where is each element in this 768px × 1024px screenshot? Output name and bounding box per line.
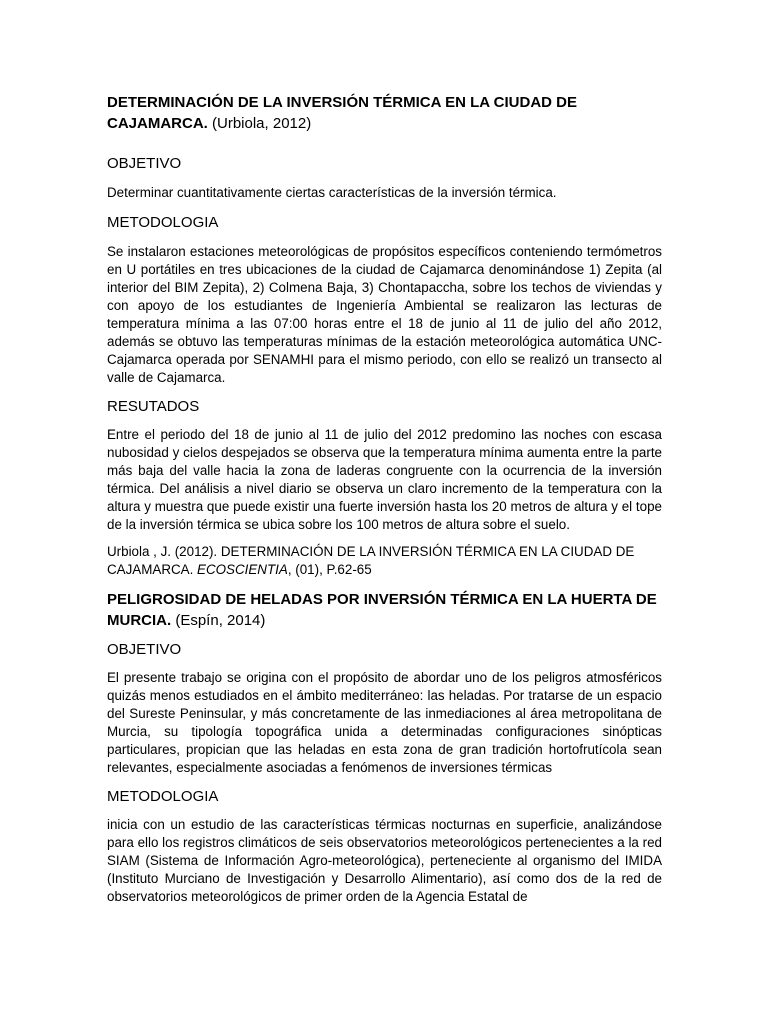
article1-metodologia-heading: METODOLOGIA bbox=[107, 214, 219, 231]
article1-objetivo-text: Determinar cuantitativamente ciertas características de la inversión térmica. bbox=[107, 185, 557, 200]
article2-title bbox=[107, 589, 662, 631]
article2-metodologia-text: inicia con un estudio de las características térmicas nocturnas en superficie, analizándose para ello los registros climáticos de seis observatorios meteorológicos pertenecientes a la red SIAM (Sistema de Información Agro-meteorológica), perteneciente al organismo del IMIDA (Instituto Murciano de Investigación y Desarrollo Alimentario), así como dos de la red de observatorios meteorológicos de primer orden de la Agencia Estatal de bbox=[107, 817, 662, 904]
article2-citation: (Espín, 2014) bbox=[171, 612, 266, 629]
article1-title bbox=[107, 92, 662, 134]
article1-resultados-text: Entre el periodo del 18 de junio al 11 de julio del 2012 predomino las noches con escasa nubosidad y cielos despejados se observa que la temperatura mínima aumenta entre la parte más baja del valle hacia la zona de laderas congruente con la ocurrencia de la inversión térmica. Del análisis a nivel diario se observa un claro incremento de la temperatura con la altura y muestra que puede existir una fuerte inversión hasta los 20 metros de altura y el tope de la inversión térmica se ubica sobre los 100 metros de altura sobre el suelo. bbox=[107, 427, 662, 532]
article1-objetivo-heading: OBJETIVO bbox=[107, 155, 182, 172]
article1-metodologia-text: Se instalaron estaciones meteorológicas de propósitos específicos conteniendo termómetros en U portátiles en tres ubicaciones de la ciudad de Cajamarca denominándose 1) Zepita (al interior del BIM Zepita), 2) Colmena Baja, 3) Chontapaccha, sobre los techos de viviendas y con apoyo de los estudiantes de Ingeniería Ambiental se realizaron las lecturas de temperatura mínima a las 07:00 horas entre el 18 de junio al 11 de julio del año 2012, además se obtuvo las temperaturas mínimas de la estación meteorológica automática UNC-Cajamarca operada por SENAMHI para el mismo periodo, con ello se realizó un transecto al valle de Cajamarca. bbox=[107, 244, 662, 385]
article2-objetivo-heading: OBJETIVO bbox=[107, 641, 182, 658]
article1-reference bbox=[107, 543, 662, 579]
article1-title-text: DETERMINACIÓN DE LA INVERSIÓN TÉRMICA EN LA CIUDAD DE CAJAMARCA. bbox=[107, 94, 578, 132]
article2-title-text: PELIGROSIDAD DE HELADAS POR INVERSIÓN TÉRMICA EN LA HUERTA DE MURCIA. bbox=[107, 591, 657, 629]
article1-resultados-heading: RESUTADOS bbox=[107, 398, 200, 415]
article1-reference-prefix: Urbiola , J. (2012). DETERMINACIÓN DE LA INVERSIÓN TÉRMICA EN LA CIUDAD DE CAJAMARCA. bbox=[107, 544, 635, 577]
article1-reference-journal: ECOSCIENTIA bbox=[197, 562, 288, 577]
article1-reference-suffix: , (01), P.62-65 bbox=[287, 562, 372, 577]
article2-metodologia-heading: METODOLOGIA bbox=[107, 788, 219, 805]
article2-objetivo-text: El presente trabajo se origina con el propósito de abordar uno de los peligros atmosféricos quizás menos estudiados en el ámbito mediterráneo: las heladas. Por tratarse de un espacio del Sureste Peninsular, y más concretamente de las inmediaciones al área metropolitana de Murcia, su tipología topográfica unida a determinadas configuraciones sinópticas particulares, propician que las heladas en esta zona de gran tradición hortofrutícola sean relevantes, especialmente asociadas a fenómenos de inversiones térmicas bbox=[107, 670, 662, 775]
document-page bbox=[107, 0, 662, 906]
article1-citation: (Urbiola, 2012) bbox=[207, 115, 312, 132]
